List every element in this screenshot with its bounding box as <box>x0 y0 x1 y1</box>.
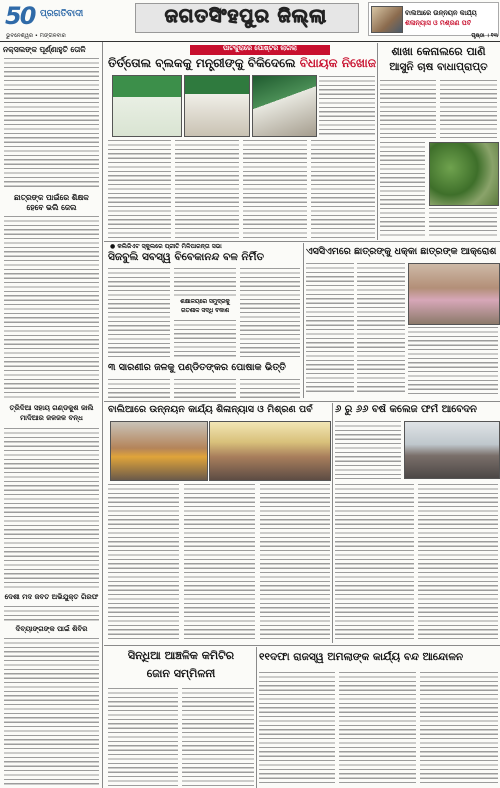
body-text-lines <box>108 484 179 641</box>
left-column-rule <box>102 42 103 788</box>
promo-line-2: ଶିଳାନ୍ୟାସ ଓ ମିଶ୍ରଣ ପର୍ବ <box>405 20 472 27</box>
college-story-rule <box>332 403 333 643</box>
body-text-lines <box>174 268 236 296</box>
canal-story-rule <box>377 43 378 240</box>
body-text-lines <box>380 142 425 238</box>
balia-photo-1 <box>110 421 208 481</box>
left-headline-4: ଦେଶୀ ମଦ ଜବତ ଅଭିଯୁକ୍ତ ଗିରଫ <box>4 593 99 601</box>
body-text-lines <box>380 80 436 138</box>
body-text-lines <box>4 58 99 190</box>
lead-headline[interactable] <box>108 56 376 72</box>
body-text-lines <box>108 268 170 358</box>
body-text-lines <box>4 606 99 623</box>
page-title: ଜଗତସିଂହପୁର ଜିଲ୍ଲା <box>164 5 328 27</box>
paper-name: ପ୍ରଗତିବାଦୀ <box>40 9 84 19</box>
left-headline-5: ଦିବ୍ୟାଙ୍ଗଙ୍କ ପାଇଁ ଶିବିର <box>15 625 88 633</box>
balia-photo-2 <box>209 421 331 481</box>
body-text-lines <box>311 140 375 238</box>
body-text-lines <box>259 672 335 786</box>
anniversary-logo <box>5 2 39 30</box>
section-rule <box>104 645 500 646</box>
logo-number: 50 <box>5 2 35 30</box>
left-headline-3-line-1: ତ୍ରିଦିଆ ସହାୟ ଗଣ୍ଡକୁଶ ଜାଲି <box>9 404 94 412</box>
poster-photo-2 <box>184 75 250 137</box>
left-headline-1: ନକ୍ସଲଙ୍କ ପୂର୍ଣ୍ଣାହୁତି ତୋଳି <box>3 45 86 54</box>
promo-photo <box>371 6 403 33</box>
lead-headline-red: ବିଧାୟକ ନିଖୋଜ <box>299 56 376 70</box>
middle-subhead-line-1: ଶିକ୍ଷାଳୟରେ ସମୁଦ୍ରକୁ <box>180 299 230 305</box>
body-text-lines <box>4 638 99 786</box>
body-text-lines <box>182 688 254 786</box>
promo-box[interactable] <box>368 2 499 36</box>
body-text-lines <box>429 208 497 238</box>
bottom-left-headline-line-2: ଜୋନ ସମ୍ମିଳନୀ <box>146 667 216 680</box>
scm-headline[interactable]: ଏସସିଏମରେ ଛାତ୍ରଙ୍କୁ ଧକ୍କା ଛାତ୍ରଙ୍କ ଆକ୍ରୋଶ <box>306 246 497 257</box>
scm-photo <box>408 263 500 325</box>
body-text-lines <box>108 688 178 786</box>
bottom-left-headline-line-1[interactable]: ସିନ୍ଧିଆ ଆଞ୍ଚଳିକ କମିଟିର <box>127 649 235 662</box>
section-rule <box>104 241 500 242</box>
body-text-lines <box>240 268 300 358</box>
left-headline-2-line-1: ଛାତ୍ରଙ୍କ ପାଇଁରେ ଶିକ୍ଷକ <box>14 193 89 202</box>
promo-line-1: ବାଲିଆରେ ଉନ୍ନୟନ କାର୍ଯ୍ୟ <box>405 10 477 17</box>
canal-headline-line-2: ଆସୁନି ଚାଷ ବାଧାପ୍ରାପ୍ତ <box>389 61 488 73</box>
body-text-lines <box>339 672 416 786</box>
bottom-right-headline[interactable]: ୧୧ଦଫା ରାଜସ୍ୱ ଅମଲାଙ୍କ କାର୍ଯ୍ୟ ବନ୍ଦ ଆନ୍ଦୋଳନ <box>259 651 464 663</box>
body-text-lines <box>357 263 405 395</box>
body-text-lines <box>108 379 170 400</box>
poster-photo-1 <box>112 75 182 137</box>
body-text-lines <box>243 140 307 238</box>
middle-headline[interactable]: ସିଜବୁଲି ସବସ୍ୱ ବିବେକାନନ୍ଦ ବଳ ନିର୍ମିତ <box>108 251 265 263</box>
body-text-lines <box>175 140 239 238</box>
masthead-rule <box>0 41 500 42</box>
page-number: ପୃଷ୍ଠା । ୧୩ <box>471 33 498 39</box>
poster-photo-3 <box>252 75 317 137</box>
section-rule <box>104 401 500 402</box>
body-text-lines <box>335 484 414 641</box>
left-headline-2-line-2: ହେବେ ଭଲି ଜେଲ <box>26 203 77 212</box>
left-headline-3-line-2: ମାଦିଆର ଜଳଜଳ ବନ୍ଧ <box>20 414 83 422</box>
body-text-lines <box>260 484 330 641</box>
body-text-lines <box>440 80 497 138</box>
body-text-lines <box>174 320 236 358</box>
canal-headline-line-1: ଶାଖା କେନାଲରେ ପାଣି <box>391 45 486 58</box>
bottom-rule <box>256 647 257 788</box>
body-text-lines <box>420 672 498 786</box>
body-text-lines <box>174 379 236 400</box>
body-text-lines <box>408 327 498 395</box>
body-text-lines <box>319 76 375 136</box>
canal-photo <box>429 142 499 206</box>
college-headline[interactable]: ୬ ରୁ ୬୬ ବର୍ଷ କଲେଜ ଫର୍ମ ଆବେଦନ <box>335 404 477 415</box>
body-text-lines <box>4 216 99 401</box>
body-text-lines <box>184 484 255 641</box>
dateline: ଭୁବନେଶ୍ୱର • ମଙ୍ଗଳବାର <box>6 33 66 39</box>
middle-kicker: ● କଲିଜିଏଟ ସ୍କୁଲରେ ପ୍ରୀତି ମିଳିପାରନ୍ତା ସଭା <box>110 243 222 250</box>
body-text-lines <box>240 379 300 400</box>
middle-headline-2[interactable]: ୩ ସାରଣୀର ଜଳକୁ ପଣ୍ଡିତଙ୍କର ପୋଷାକ ଭିତ୍ତି <box>108 362 286 373</box>
lead-kicker: ପାଟକୁରାରେ ପୋଷ୍ଟର ଲାଗିଲା <box>190 45 330 55</box>
body-text-lines <box>4 428 99 590</box>
body-text-lines <box>306 263 354 395</box>
balia-headline[interactable]: ବାଲିଆରେ ଉନ୍ନୟନ କାର୍ଯ୍ୟ ଶିଳାନ୍ୟାସ ଓ ମିଶ୍ରଣ ପର୍ବ <box>108 404 313 415</box>
body-text-lines <box>335 421 401 479</box>
scm-story-rule <box>303 243 304 398</box>
body-text-lines <box>108 140 171 238</box>
middle-subhead-line-2: ଗତିଶୀଳ ସିଦ୍ଧି ବିକାଶ <box>181 308 229 314</box>
college-photo <box>404 421 500 479</box>
lead-headline-black: ତିର୍ତ୍ତୋଲ ବ୍ଲକକୁ ମନ୍ତ୍ରୀଙ୍କୁ ବିକିଦେଲେ <box>108 56 300 70</box>
body-text-lines <box>418 484 498 641</box>
